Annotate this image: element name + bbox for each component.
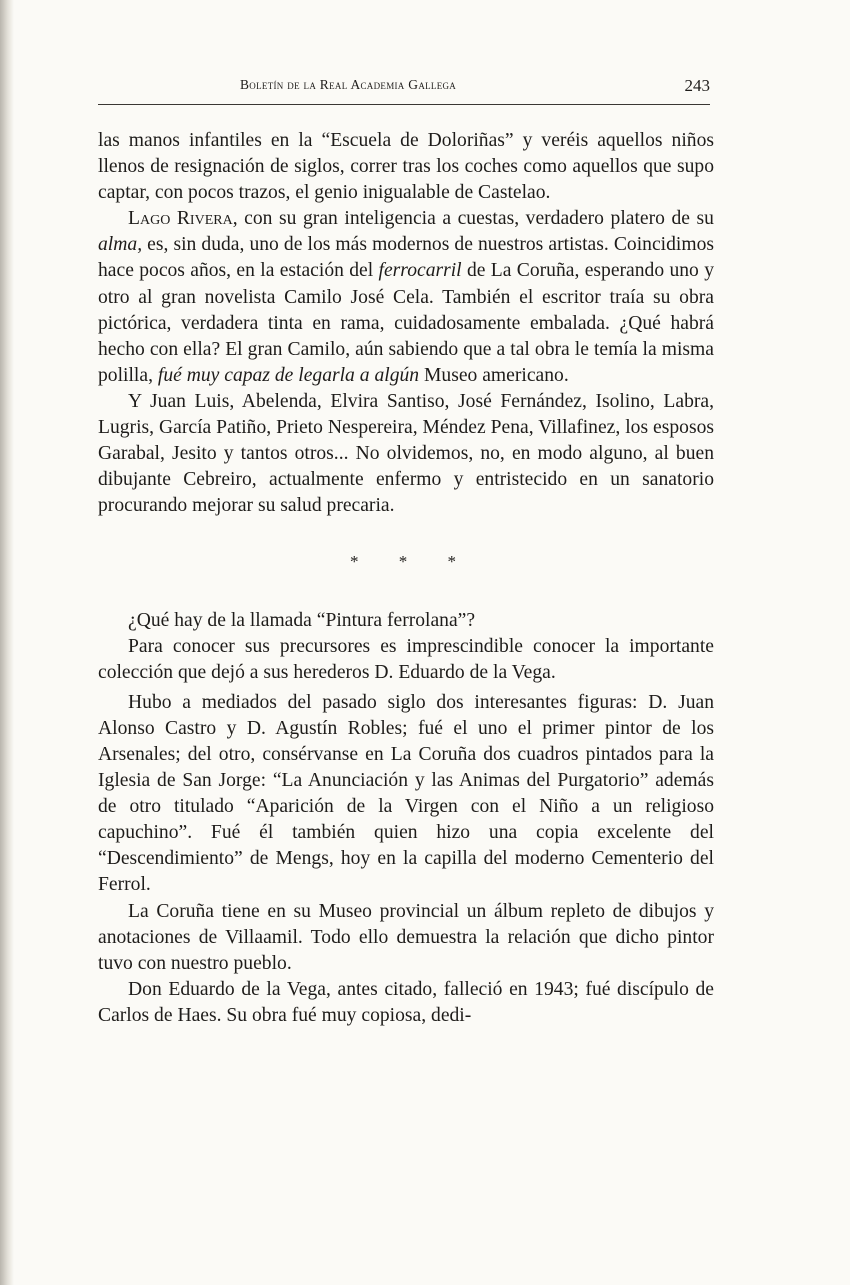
section-separator: * * *	[350, 552, 474, 572]
paragraph-artists-list: Y Juan Luis, Abelenda, Elvira Santiso, José Fernández, Isolino, Labra, Lugris, García Patiño, Prieto Nespereira, Méndez Pena, Villafinez, los esposos Garabal, Jesito y tantos otros... No olvidemos, no, en modo alguno, al buen dibujante Cebreiro, actualmente enfermo y entristecido en un sanatorio procurando mejorar su salud precaria.	[98, 390, 714, 517]
paragraph-text: con su gran inteligencia a cuestas, verdadero platero de su	[237, 208, 714, 230]
paragraph-figures: Hubo a mediados del pasado siglo dos interesantes figuras: D. Juan Alonso Castro y D. Agustín Robles; fué el uno el primer pintor de los Arsenales; del otro, consérvanse en La Coruña dos cuadros pintados para la Iglesia de San Jorge: “La Anunciación y las Animas del Purgatorio” además de otro titulado “Aparición de la Virgen con el Niño a un religioso capuchino”. Fué él también quien hizo una copia excelente del “Descendimiento” de Mengs, hoy en la capilla del moderno Cementerio del Ferrol.	[98, 691, 714, 896]
paragraph-text: Museo americano.	[419, 364, 569, 386]
artist-name-small-caps: Lago Rivera,	[128, 208, 238, 230]
italic-word: alma,	[98, 234, 143, 256]
body-text	[98, 128, 714, 1029]
paragraph-question: ¿Qué hay de la llamada “Pintura ferrolana”?	[128, 609, 476, 631]
page-binding-edge	[0, 0, 14, 1285]
italic-word: ferrocarril	[378, 260, 462, 282]
paragraph-lago-rivera	[98, 206, 714, 389]
paragraph-continued: las manos infantiles en la “Escuela de Doloriñas” y veréis aquellos niños llenos de resignación de siglos, correr tras los coches como aquellos que supo captar, con pocos trazos, el genio inigualable de Castelao.	[98, 130, 714, 204]
paragraph-text: de La Coruña, esperando uno y otro al gran novelista Camilo José Cela. También el escritor traía su obra pictórica, verdadera tinta en rama, cuidadosamente embalada. ¿Qué habrá hecho con ella? El gran Camilo, aún sabiendo que a tal obra le temía la misma polilla,	[98, 260, 714, 386]
running-header	[98, 74, 710, 105]
paragraph-eduardo-vega: Don Eduardo de la Vega, antes citado, falleció en 1943; fué discípulo de Carlos de Haes. Su obra fué muy copiosa, dedi-	[98, 978, 714, 1026]
running-title: Boletín de la Real Academia Gallega	[240, 77, 457, 92]
paragraph-museum: La Coruña tiene en su Museo provincial un álbum repleto de dibujos y anotaciones de Villaamil. Todo ello demuestra la relación que dicho pintor tuvo con nuestro pueblo.	[98, 900, 714, 974]
paragraph-text: es, sin duda, uno de los más modernos de nuestros artistas. Coincidimos hace pocos años, en la estación del	[98, 234, 714, 282]
italic-phrase: fué muy capaz de legarla a algún	[157, 364, 420, 386]
page-number: 243	[684, 76, 710, 95]
paragraph-precursors: Para conocer sus precursores es imprescindible conocer la importante colección que dejó a sus herederos D. Eduardo de la Vega.	[98, 635, 714, 683]
